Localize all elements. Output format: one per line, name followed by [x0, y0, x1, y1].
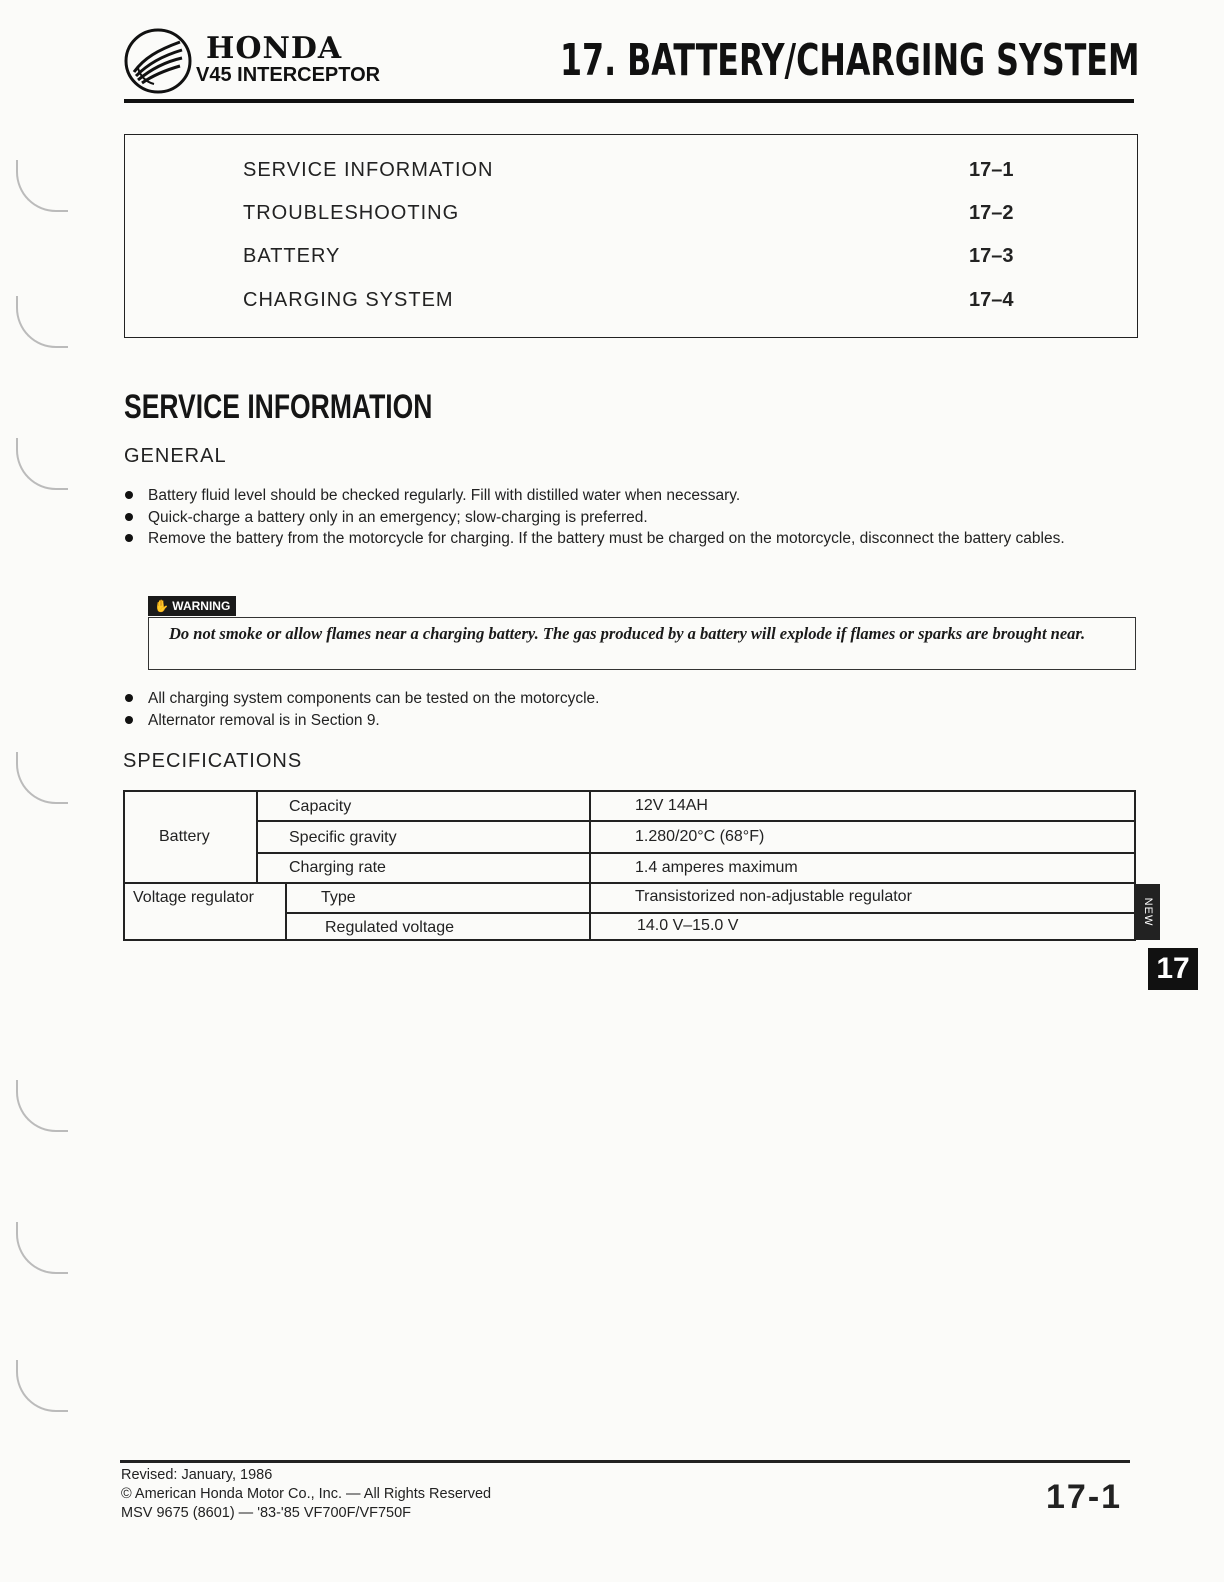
spec-item: Charging rate [289, 859, 386, 876]
binder-ring-mark-icon [16, 752, 68, 804]
binder-ring-mark-icon [16, 1360, 68, 1412]
binder-ring-mark-icon [16, 296, 68, 348]
binder-ring-mark-icon [16, 160, 68, 212]
list-item: Remove the battery from the motorcycle for charging. If the battery must be charged on the motorcycle, disconnect the battery cables. [124, 528, 1136, 550]
manual-code: MSV 9675 (8601) — '83-'85 VF700F/VF750F [121, 1505, 412, 1521]
spec-value: 1.4 amperes maximum [635, 859, 798, 876]
spec-value: Transistorized non-adjustable regulator [635, 888, 912, 905]
list-item: Alternator removal is in Section 9. [124, 710, 1136, 732]
section-thumb-tab: 17 [1148, 948, 1198, 990]
toc-item-label: TROUBLESHOOTING [243, 202, 460, 224]
binder-ring-mark-icon [16, 1080, 68, 1132]
specifications-heading: SPECIFICATIONS [123, 750, 303, 772]
spec-item: Type [321, 889, 356, 906]
toc-item-page: 17–3 [969, 245, 1014, 267]
warning-box [148, 617, 1136, 670]
footer-divider [120, 1460, 1130, 1463]
toc-item-label: BATTERY [243, 245, 341, 267]
spec-item: Regulated voltage [325, 919, 454, 936]
spec-value: 14.0 V–15.0 V [637, 917, 739, 934]
new-revision-tab [1136, 884, 1160, 940]
spec-group-battery: Battery [159, 828, 210, 845]
warning-badge [148, 596, 236, 616]
binder-ring-mark-icon [16, 438, 68, 490]
brand-name: HONDA [206, 31, 343, 66]
spec-value: 12V 14AH [635, 797, 708, 814]
toc-item-page: 17–1 [969, 159, 1014, 181]
header-divider [124, 99, 1134, 103]
general-heading: GENERAL [124, 445, 227, 467]
list-item: Battery fluid level should be checked regularly. Fill with distilled water when necessary. [124, 485, 1136, 507]
chapter-title: 17. BATTERY/CHARGING SYSTEM [560, 35, 1140, 86]
spec-item: Capacity [289, 798, 352, 815]
specifications-table [123, 790, 1136, 940]
list-item: Quick-charge a battery only in an emergency; slow-charging is preferred. [124, 507, 1136, 529]
spec-value: 1.280/20°C (68°F) [635, 828, 765, 845]
binder-ring-mark-icon [16, 1222, 68, 1274]
toc-item-label: SERVICE INFORMATION [243, 159, 494, 181]
section-title: SERVICE INFORMATION [124, 388, 433, 426]
honda-wing-logo-icon [124, 28, 192, 94]
toc-item-page: 17–2 [969, 202, 1014, 224]
spec-item: Specific gravity [289, 829, 397, 846]
list-item: All charging system components can be tested on the motorcycle. [124, 688, 1136, 710]
table-of-contents [124, 134, 1138, 338]
notes-bullet-list [124, 688, 1136, 731]
spec-group-voltage-regulator: Voltage regulator [133, 889, 254, 906]
toc-item-label: CHARGING SYSTEM [243, 289, 454, 311]
warning-text: Do not smoke or allow flames near a charging battery. The gas produced by a battery will explode if flames or sparks are brought near. [169, 624, 1086, 643]
new-tab-label: NEW [1142, 897, 1154, 927]
general-bullet-list [124, 485, 1136, 550]
page-number: 17-1 [1046, 1478, 1123, 1516]
warning-label: WARNING [172, 599, 231, 613]
copyright-notice: © American Honda Motor Co., Inc. — All Rights Reserved [121, 1486, 492, 1502]
revision-date: Revised: January, 1986 [121, 1467, 273, 1483]
model-name: V45 INTERCEPTOR [196, 64, 381, 86]
warning-hand-icon: ✋ [154, 599, 169, 613]
toc-item-page: 17–4 [969, 289, 1014, 311]
footer-notes [121, 1466, 491, 1523]
